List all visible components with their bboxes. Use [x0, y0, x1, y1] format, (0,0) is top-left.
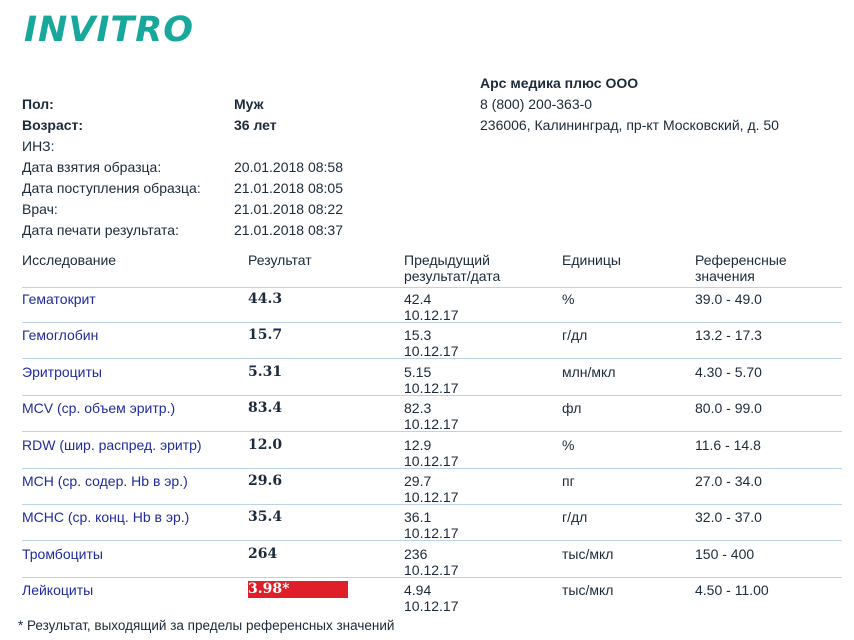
previous-result: 12.9	[404, 436, 432, 453]
previous-result-date: 10.12.17	[404, 343, 459, 360]
result-value: 12.0	[248, 436, 283, 453]
previous-result-date: 10.12.17	[404, 561, 459, 578]
age-label: Возраст:	[22, 117, 84, 133]
sample-received-label: Дата поступления образца:	[22, 180, 201, 196]
lab-address: 236006, Калининград, пр-кт Московский, д. 50	[480, 117, 779, 133]
sample-taken-value: 20.01.2018 08:58	[234, 159, 343, 175]
previous-result: 36.1	[404, 509, 432, 526]
result-value: 35.4	[248, 509, 283, 526]
test-name: MCH (ср. содер. Hb в эр.)	[22, 473, 188, 489]
sex-label: Пол:	[22, 96, 54, 112]
inz-label: ИНЗ:	[22, 138, 55, 154]
previous-result-date: 10.12.17	[404, 525, 459, 542]
sample-taken-label: Дата взятия образца:	[22, 159, 162, 175]
info-row-sample-received	[22, 178, 842, 199]
previous-result-date: 10.12.17	[404, 416, 459, 433]
reference-range: 11.6 - 14.8	[695, 436, 761, 453]
info-row-sample-taken	[22, 157, 842, 178]
test-name: Тромбоциты	[22, 545, 103, 562]
info-row-age	[22, 115, 842, 136]
test-name: Гемоглобин	[22, 327, 99, 344]
units: %	[562, 291, 575, 307]
table-row	[22, 432, 842, 469]
table-row	[22, 468, 842, 505]
units: тыс/мкл	[562, 545, 614, 562]
info-row-doctor	[22, 199, 842, 220]
test-name: MCV (ср. объем эритр.)	[22, 400, 176, 417]
test-name: RDW (шир. распред. эритр)	[22, 436, 202, 453]
header-previous-line2: результат/дата	[404, 268, 501, 284]
header-units: Единицы	[562, 252, 621, 268]
reference-range: 4.30 - 5.70	[695, 363, 762, 380]
sample-received-value: 21.01.2018 08:05	[234, 180, 343, 196]
previous-result: 42.4	[404, 291, 432, 307]
reference-range: 4.50 - 11.00	[695, 582, 769, 599]
table-row	[22, 286, 842, 323]
lab-phone: 8 (800) 200-363-0	[480, 96, 593, 112]
info-row-inz	[22, 136, 842, 157]
previous-result: 29.7	[404, 473, 432, 489]
previous-result-date: 10.12.17	[404, 598, 459, 615]
units: г/дл	[562, 327, 588, 344]
units: млн/мкл	[562, 363, 616, 380]
reference-range: 13.2 - 17.3	[695, 327, 762, 344]
header-reference-line2: значения	[695, 268, 755, 284]
header-previous-line1: Предыдущий	[404, 252, 490, 268]
lab-name: Арс медика плюс ООО	[480, 75, 639, 91]
result-value: 5.31	[248, 363, 283, 380]
test-name: MCHC (ср. конц. Hb в эр.)	[22, 509, 190, 526]
header-reference-line1: Референсные	[695, 252, 787, 268]
previous-result: 236	[404, 545, 428, 562]
table-row	[22, 504, 842, 541]
header-test: Исследование	[22, 252, 117, 268]
result-value: 15.7	[248, 327, 283, 344]
reference-range: 27.0 - 34.0	[695, 473, 762, 489]
reference-range: 150 - 400	[695, 545, 755, 562]
result-value-flagged: 3.98*	[248, 581, 348, 598]
reference-range: 32.0 - 37.0	[695, 509, 762, 526]
previous-result-date: 10.12.17	[404, 307, 459, 323]
result-value: 29.6	[248, 473, 283, 489]
footnote: * Результат, выходящий за пределы референсных значений	[18, 618, 395, 633]
table-row	[22, 395, 842, 432]
previous-result-date: 10.12.17	[404, 379, 459, 396]
previous-result-date: 10.12.17	[404, 452, 459, 469]
sex-value: Муж	[234, 96, 264, 112]
units: г/дл	[562, 509, 588, 526]
table-row	[22, 359, 842, 396]
previous-result: 15.3	[404, 327, 432, 344]
units: тыс/мкл	[562, 582, 614, 599]
age-value: 36 лет	[234, 117, 277, 133]
result-value: 44.3	[248, 291, 283, 307]
units: %	[562, 436, 575, 453]
invitro-logo: INVITRO	[24, 10, 195, 50]
previous-result: 4.94	[404, 582, 432, 599]
table-row	[22, 577, 842, 613]
header-result: Результат	[248, 252, 312, 268]
printed-value: 21.01.2018 08:37	[234, 222, 343, 238]
test-name: Гематокрит	[22, 291, 96, 307]
doctor-label: Врач:	[22, 201, 58, 217]
info-row-printed	[22, 220, 842, 241]
units: фл	[562, 400, 582, 417]
table-row	[22, 541, 842, 578]
reference-range: 39.0 - 49.0	[695, 291, 762, 307]
units: пг	[562, 473, 575, 489]
result-value: 264	[248, 545, 278, 562]
info-row-sex	[22, 94, 842, 115]
printed-label: Дата печати результата:	[22, 222, 179, 238]
result-value: 83.4	[248, 400, 283, 417]
doctor-value: 21.01.2018 08:22	[234, 201, 343, 217]
previous-result: 82.3	[404, 400, 432, 417]
reference-range: 80.0 - 99.0	[695, 400, 762, 417]
test-name: Эритроциты	[22, 363, 102, 380]
results-table-header	[22, 252, 842, 286]
test-name: Лейкоциты	[22, 582, 94, 599]
table-row	[22, 322, 842, 359]
previous-result-date: 10.12.17	[404, 489, 459, 505]
previous-result: 5.15	[404, 363, 432, 380]
